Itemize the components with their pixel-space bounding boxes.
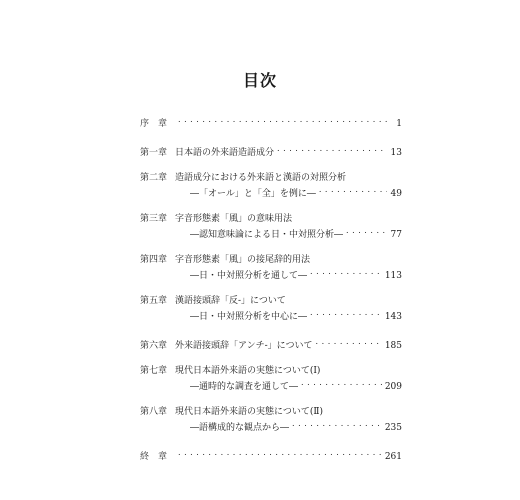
chapter-number: 第四章 bbox=[140, 255, 168, 265]
dot-leader bbox=[316, 336, 382, 348]
toc-chapter-line bbox=[140, 365, 402, 377]
dot-leader bbox=[310, 266, 382, 278]
chapter-number: 第三章 bbox=[140, 214, 168, 224]
chapter-subtitle: ―日・中対照分析を通して― bbox=[190, 271, 308, 281]
table-of-contents bbox=[140, 114, 402, 476]
toc-subtitle-line bbox=[140, 266, 402, 282]
chapter-title: 外来語接頭辞「アンチ-」について bbox=[175, 341, 313, 351]
toc-chapter-line bbox=[140, 213, 402, 225]
chapter-subtitle: ―通時的な調査を通して― bbox=[190, 382, 299, 392]
page-number: 13 bbox=[390, 148, 402, 158]
chapter-number: 第七章 bbox=[140, 366, 168, 376]
toc-entry bbox=[140, 143, 402, 159]
chapter-title: 漢語接頭辞「反-」について bbox=[175, 296, 286, 306]
chapter-number: 第一章 bbox=[140, 148, 168, 158]
toc-entry bbox=[140, 336, 402, 352]
toc-entry bbox=[140, 172, 402, 200]
chapter-number: 第五章 bbox=[140, 296, 168, 306]
chapter-title: 字音形態素「風」の接尾辞的用法 bbox=[175, 255, 311, 265]
chapter-title: 日本語の外来語造語成分 bbox=[175, 148, 275, 158]
dot-leader bbox=[277, 143, 387, 155]
page-number: 77 bbox=[390, 230, 402, 240]
chapter-title: 現代日本語外来語の実態について(Ⅰ) bbox=[175, 366, 321, 376]
chapter-number: 終 章 bbox=[140, 452, 168, 462]
chapter-number: 第二章 bbox=[140, 173, 168, 183]
page-number: 261 bbox=[384, 452, 402, 462]
page-number: 49 bbox=[390, 189, 402, 199]
page-title: 目次 bbox=[242, 71, 277, 90]
toc-subtitle-line bbox=[140, 377, 402, 393]
chapter-number: 序 章 bbox=[140, 119, 168, 129]
chapter-subtitle: ―「オール」と「全」を例に― bbox=[190, 189, 316, 199]
dot-leader bbox=[319, 184, 387, 196]
toc-entry bbox=[140, 114, 402, 130]
toc-entry bbox=[140, 213, 402, 241]
toc-entry bbox=[140, 365, 402, 393]
toc-subtitle-line bbox=[140, 307, 402, 323]
dot-leader bbox=[310, 307, 382, 319]
page-number: 113 bbox=[384, 271, 402, 281]
toc-chapter-line bbox=[140, 447, 402, 463]
chapter-number: 第八章 bbox=[140, 407, 168, 417]
toc-chapter-line bbox=[140, 406, 402, 418]
toc-chapter-line bbox=[140, 114, 402, 130]
toc-entry bbox=[140, 254, 402, 282]
toc-chapter-line bbox=[140, 336, 402, 352]
chapter-title: 字音形態素「風」の意味用法 bbox=[175, 214, 293, 224]
chapter-title: 現代日本語外来語の実態について(Ⅱ) bbox=[175, 407, 323, 417]
dot-leader bbox=[178, 447, 382, 459]
dot-leader bbox=[301, 377, 382, 389]
toc-subtitle-line bbox=[140, 225, 402, 241]
chapter-title: 造語成分における外来語と漢語の対照分析 bbox=[175, 173, 347, 183]
chapter-subtitle: ―日・中対照分析を中心に― bbox=[190, 312, 308, 322]
chapter-subtitle: ―認知意味論による日・中対照分析― bbox=[190, 230, 344, 240]
toc-chapter-line bbox=[140, 254, 402, 266]
toc-entry bbox=[140, 406, 402, 434]
toc-chapter-line bbox=[140, 295, 402, 307]
chapter-number: 第六章 bbox=[140, 341, 168, 351]
dot-leader bbox=[292, 418, 382, 430]
toc-subtitle-line bbox=[140, 184, 402, 200]
toc-chapter-line bbox=[140, 143, 402, 159]
dot-leader bbox=[346, 225, 387, 237]
page-number: 209 bbox=[384, 382, 402, 392]
page-number: 185 bbox=[384, 341, 402, 351]
page-number: 143 bbox=[384, 312, 402, 322]
page-number: 1 bbox=[396, 119, 402, 129]
toc-entry bbox=[140, 447, 402, 463]
chapter-subtitle: ―語構成的な観点から― bbox=[190, 423, 290, 433]
toc-subtitle-line bbox=[140, 418, 402, 434]
page-number: 235 bbox=[384, 423, 402, 433]
toc-entry bbox=[140, 295, 402, 323]
dot-leader bbox=[178, 114, 387, 126]
toc-chapter-line bbox=[140, 172, 402, 184]
